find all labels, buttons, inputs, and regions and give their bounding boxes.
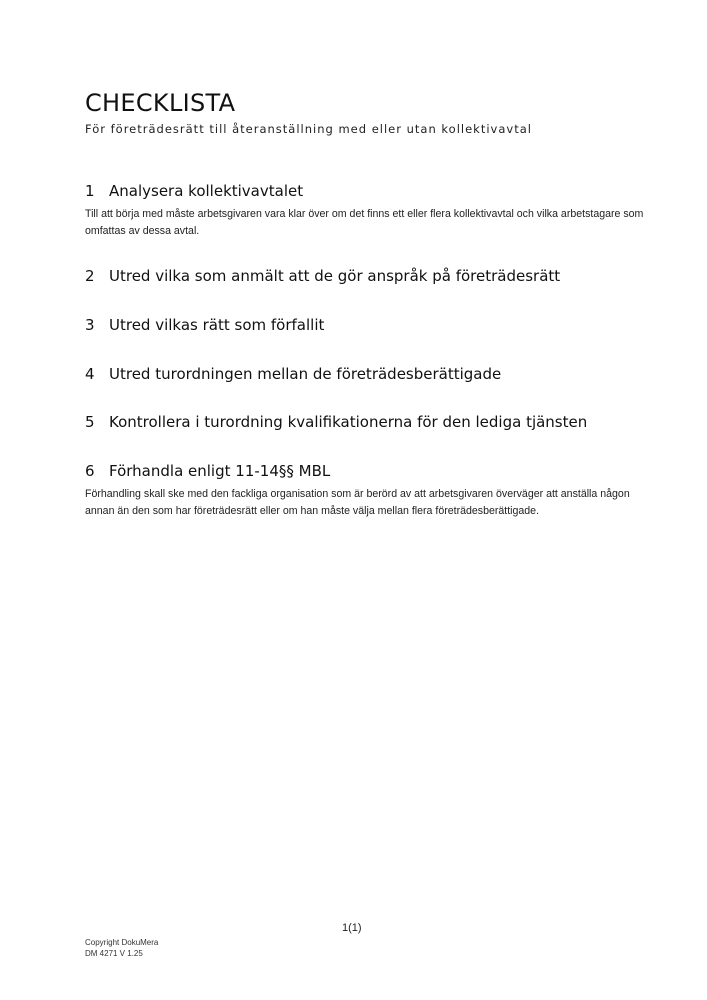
section-heading — [85, 462, 645, 480]
footer-doc-id: DM 4271 V 1.25 — [85, 949, 143, 958]
section-2 — [85, 267, 645, 285]
section-number: 2 — [85, 267, 95, 285]
section-heading — [85, 365, 645, 383]
section-number: 3 — [85, 316, 95, 334]
document-subtitle: För företrädesrätt till återanställning med eller utan kollektivavtal — [85, 122, 532, 136]
page-number: 1(1) — [342, 922, 362, 934]
section-body: Förhandling skall ske med den fackliga organisation som är berörd av att arbetsgivaren överväger att anställa någon annan än den som har företrädesrätt eller om han måste välja mellan flera företrädesberättigade. — [85, 488, 630, 517]
section-title: Kontrollera i turordning kvalifikationerna för den lediga tjänsten — [109, 413, 588, 431]
footer — [85, 937, 158, 959]
footer-copyright: Copyright DokuMera — [85, 938, 159, 947]
section-1 — [85, 182, 645, 240]
section-heading — [85, 413, 645, 431]
section-number: 5 — [85, 413, 95, 431]
section-title: Förhandla enligt 11-14§§ MBL — [109, 462, 331, 480]
section-body: Till att börja med måste arbetsgivaren vara klar över om det finns ett eller flera kollektivavtal och vilka arbetstagare som omfattas av dessa avtal. — [85, 208, 644, 237]
section-4 — [85, 365, 645, 383]
section-heading — [85, 267, 645, 285]
section-title: Analysera kollektivavtalet — [109, 182, 304, 200]
section-heading — [85, 182, 645, 200]
section-number: 1 — [85, 182, 95, 200]
section-heading — [85, 316, 645, 334]
document-title: CHECKLISTA — [85, 89, 236, 117]
section-title: Utred vilkas rätt som förfallit — [109, 316, 325, 334]
section-title: Utred turordningen mellan de företrädesberättigade — [109, 365, 502, 383]
section-number: 6 — [85, 462, 95, 480]
section-number: 4 — [85, 365, 95, 383]
section-6 — [85, 462, 645, 520]
section-3 — [85, 316, 645, 334]
section-5 — [85, 413, 645, 431]
section-title: Utred vilka som anmält att de gör anspråk på företrädesrätt — [109, 267, 561, 285]
